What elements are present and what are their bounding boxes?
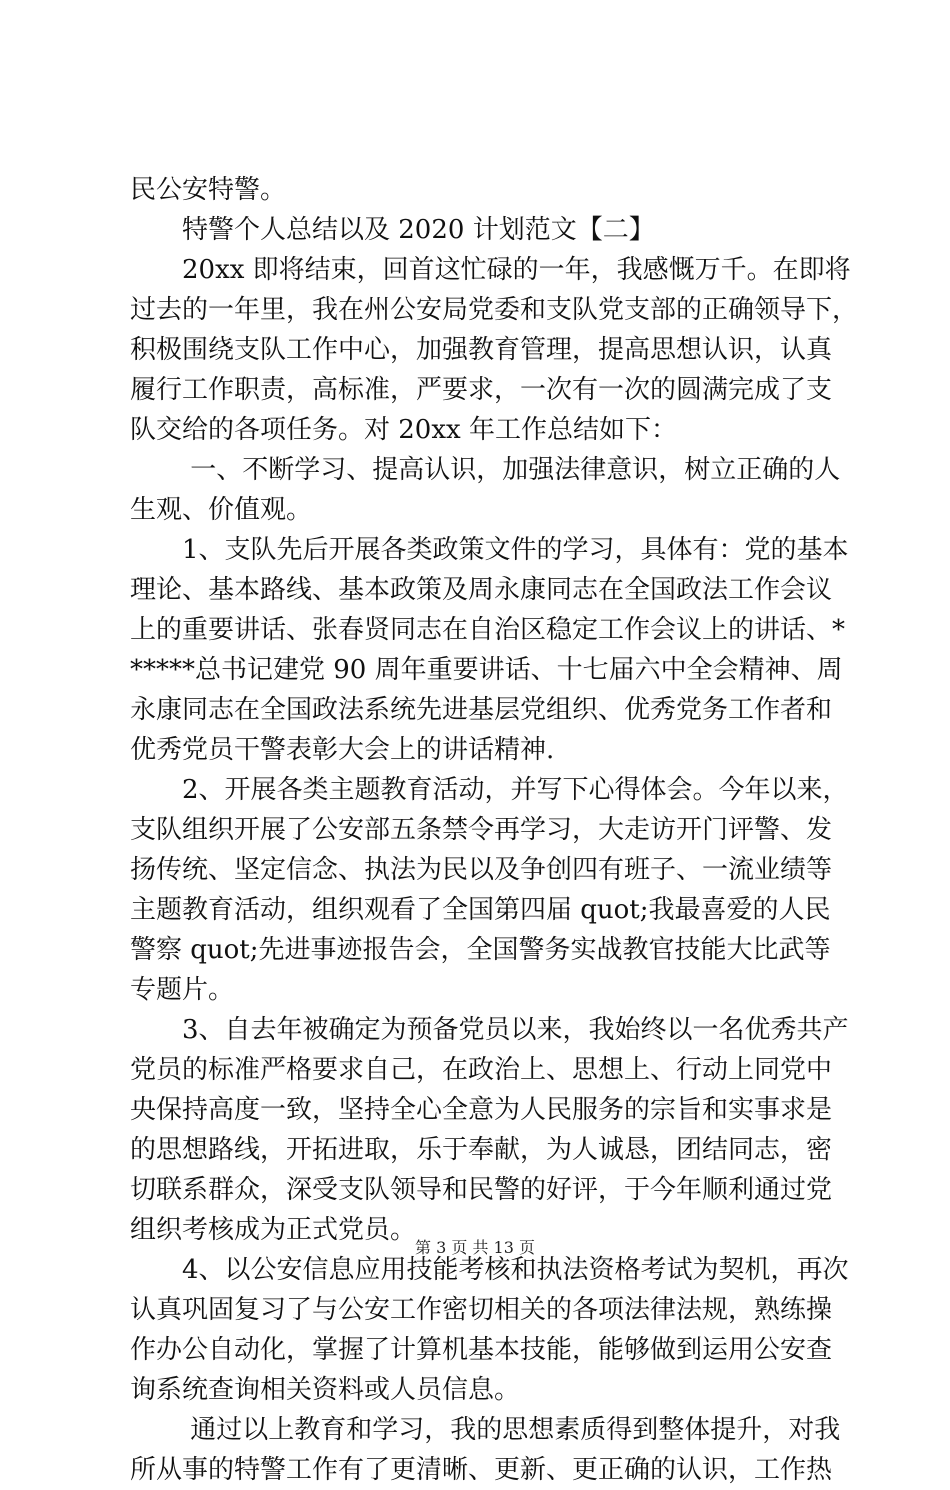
text-line: 履行工作职责，高标准，严要求，一次有一次的圆满完成了支	[130, 375, 833, 405]
text-line: 作办公自动化，掌握了计算机基本技能，能够做到运用公安查	[130, 1335, 833, 1365]
text-line: 3、自去年被确定为预备党员以来，我始终以一名优秀共产	[130, 1015, 849, 1045]
text-line: 生观、价值观。	[130, 495, 313, 525]
text-line: 永康同志在全国政法系统先进基层党组织、优秀党务工作者和	[130, 695, 833, 725]
text-line: 党员的标准严格要求自己，在政治上、思想上、行动上同党中	[130, 1055, 833, 1085]
text-line: 通过以上教育和学习，我的思想素质得到整体提升，对我	[130, 1415, 841, 1445]
page-footer: 第 3 页 共 13 页	[415, 1238, 535, 1257]
text-line: 扬传统、坚定信念、执法为民以及争创四有班子、一流业绩等	[130, 855, 833, 885]
text-line: 4、以公安信息应用技能考核和执法资格考试为契机，再次	[130, 1255, 849, 1285]
text-line: 组织考核成为正式党员。	[130, 1215, 417, 1245]
text-line: 理论、基本路线、基本政策及周永康同志在全国政法工作会议	[130, 575, 833, 605]
text-line: 2、开展各类主题教育活动，并写下心得体会。今年以来，	[130, 775, 849, 805]
text-line: 过去的一年里，我在州公安局党委和支队党支部的正确领导下，	[130, 295, 859, 325]
text-line: 央保持高度一致，坚持全心全意为人民服务的宗旨和实事求是	[130, 1095, 833, 1125]
text-line: 一、不断学习、提高认识，加强法律意识，树立正确的人	[130, 455, 841, 485]
text-line: 主题教育活动，组织观看了全国第四届 quot;我最喜爱的人民	[130, 895, 831, 925]
text-line: 特警个人总结以及 2020 计划范文【二】	[130, 215, 655, 245]
text-line: 民公安特警。	[130, 175, 287, 205]
text-line: 积极围绕支队工作中心，加强教育管理，提高思想认识，认真	[130, 335, 833, 365]
text-line: 20xx 即将结束，回首这忙碌的一年，我感慨万千。在即将	[130, 255, 851, 285]
text-line: 的思想路线，开拓进取，乐于奉献，为人诚恳，团结同志，密	[130, 1135, 833, 1165]
text-line: 上的重要讲话、张春贤同志在自治区稳定工作会议上的讲话、*	[130, 615, 846, 645]
text-line: 询系统查询相关资料或人员信息。	[130, 1375, 521, 1405]
text-line: *****总书记建党 90 周年重要讲话、十七届六中全会精神、周	[130, 655, 843, 685]
body-text	[130, 170, 859, 1490]
text-line: 认真巩固复习了与公安工作密切相关的各项法律法规，熟练操	[130, 1295, 833, 1325]
text-line: 优秀党员干警表彰大会上的讲话精神.	[130, 735, 555, 765]
text-line: 所从事的特警工作有了更清晰、更新、更正确的认识，工作热	[130, 1455, 833, 1485]
text-line: 专题片。	[130, 975, 235, 1005]
text-line: 警察 quot;先进事迹报告会，全国警务实战教官技能大比武等	[130, 935, 831, 965]
text-line: 1、支队先后开展各类政策文件的学习，具体有：党的基本	[130, 535, 849, 565]
text-line: 切联系群众，深受支队领导和民警的好评，于今年顺利通过党	[130, 1175, 833, 1205]
text-line: 队交给的各项任务。对 20xx 年工作总结如下：	[130, 415, 677, 445]
text-line: 支队组织开展了公安部五条禁令再学习，大走访开门评警、发	[130, 815, 833, 845]
